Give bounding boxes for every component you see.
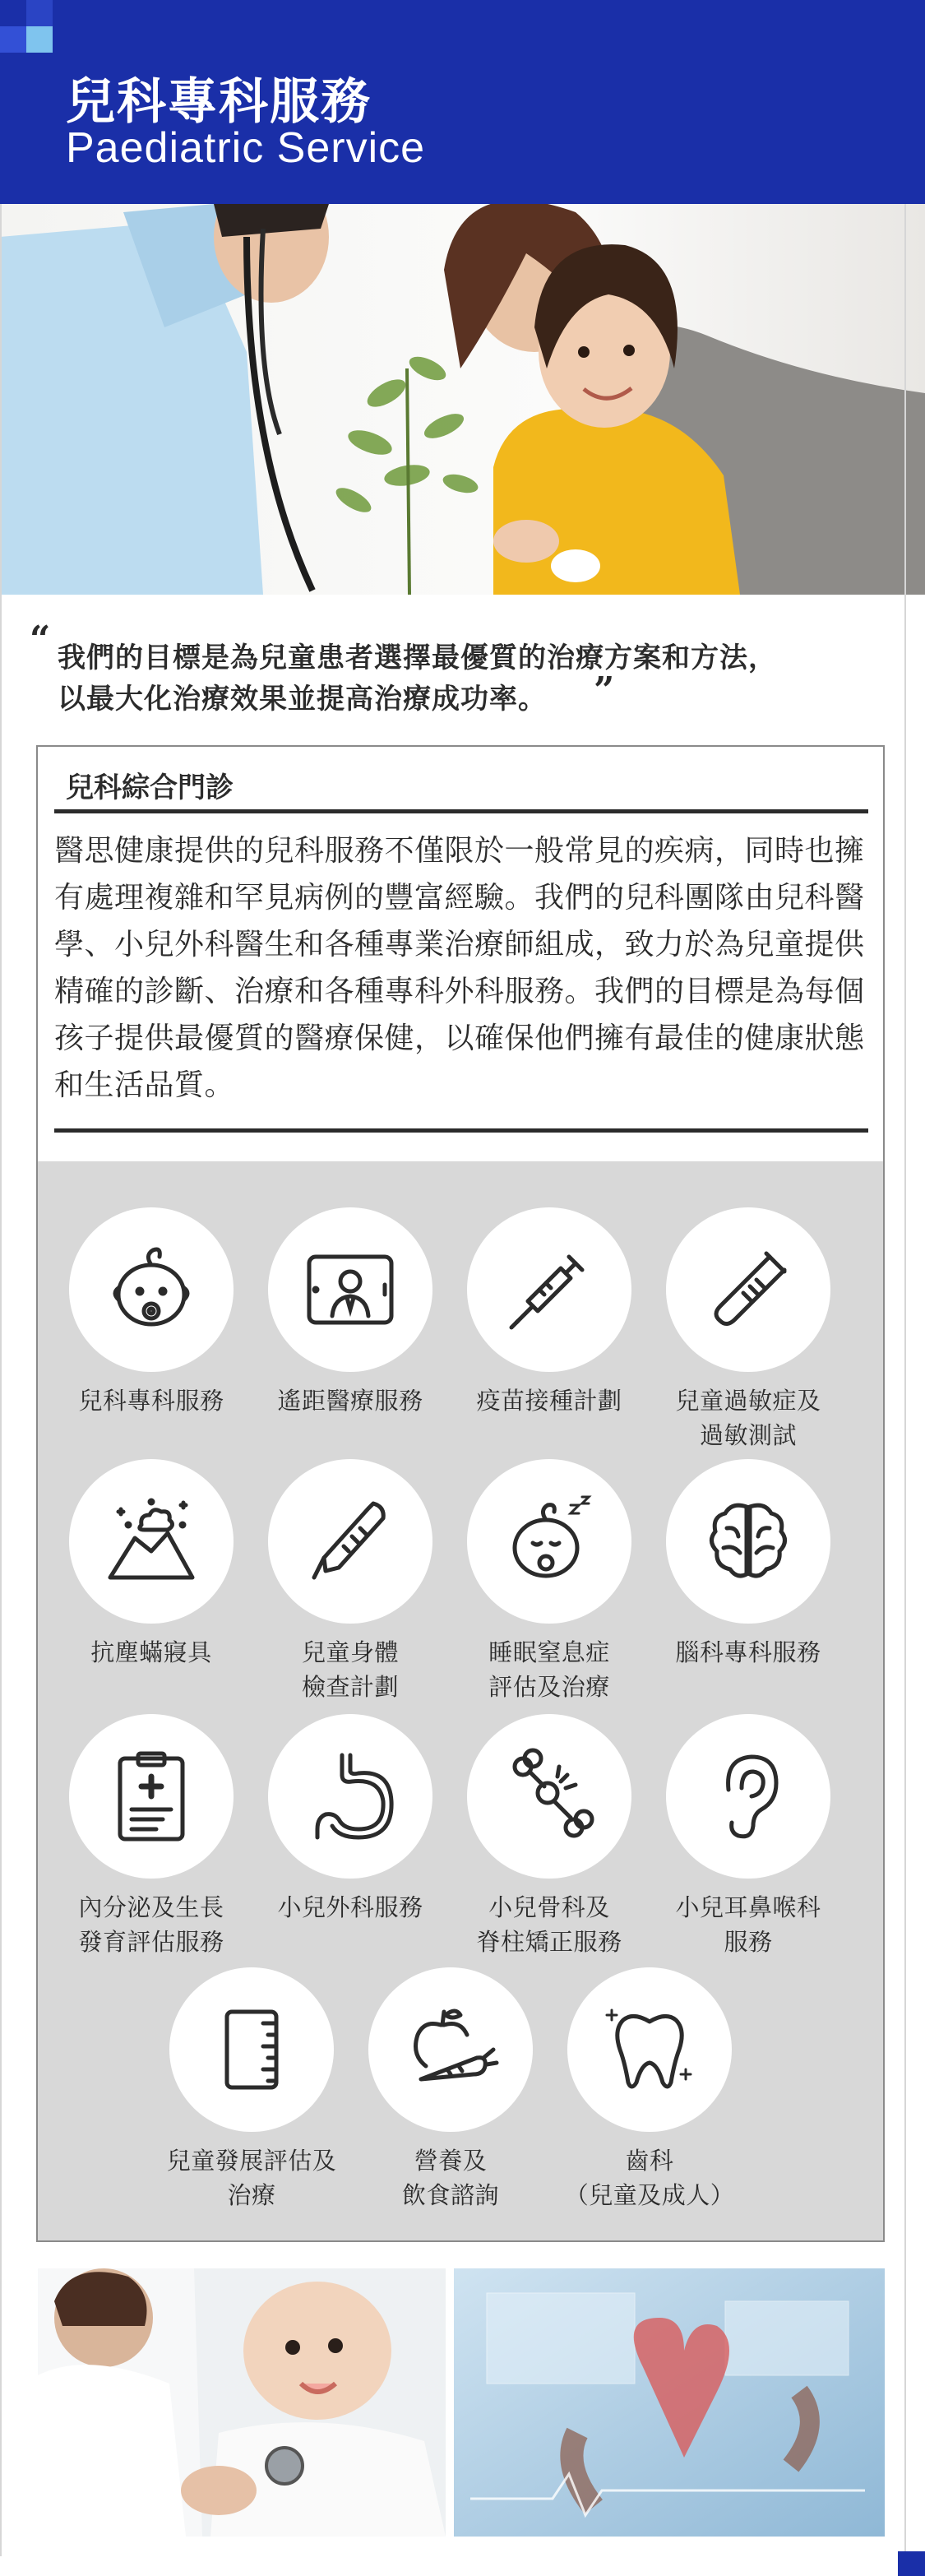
apple-carrot-icon [401, 2000, 500, 2099]
service-icon-circle [666, 1714, 830, 1879]
service-icon-circle [567, 1967, 732, 2132]
service-label: 抗塵蟎寢具 [90, 1638, 212, 1666]
service-icon-circle [169, 1967, 334, 2132]
clipboard-icon [102, 1747, 201, 1846]
doctor-baby-photo [38, 2268, 446, 2537]
header-decor-square [26, 26, 53, 53]
service-item[interactable] [459, 1714, 640, 1959]
page-title: 兒科專科服務 [66, 73, 372, 131]
hero-photo [0, 204, 925, 595]
service-item[interactable] [61, 1207, 242, 1418]
service-item[interactable] [61, 1459, 242, 1670]
tooth-icon [600, 2000, 699, 2099]
ruler-icon [202, 2000, 301, 2099]
header-decor-square [0, 26, 26, 53]
brain-icon [699, 1492, 798, 1591]
service-item[interactable] [658, 1714, 839, 1959]
page-header [0, 0, 925, 204]
service-label: 內分泌及生長 發育評估服務 [78, 1893, 224, 1956]
service-item[interactable] [459, 1207, 640, 1418]
page-frame-left [0, 204, 2, 2556]
service-label: 齒科 （兒童及成人） [564, 2147, 735, 2209]
service-icon-circle [268, 1207, 432, 1372]
thermometer-icon [301, 1492, 400, 1591]
baby-icon [102, 1240, 201, 1339]
service-icon-circle [666, 1459, 830, 1624]
header-decor-square [0, 0, 26, 26]
service-item[interactable] [260, 1459, 441, 1704]
divider [54, 809, 868, 813]
service-icon-circle [69, 1714, 234, 1879]
info-paragraph: 醫思健康提供的兒科服務不僅限於一般常見的疾病，同時也擁有處理複雜和罕見病例的豐富經驗。我們的兒科團隊由兒科醫學、小兒外科醫生和各種專業治療師組成，致力於為兒童提供精確的診斷、治療和各種專科外科服務。我們的目標是為每個孩子提供最優質的醫療保健，以確保他們擁有最佳的健康狀態和生活品質。 [54, 834, 865, 1102]
service-icon-circle [467, 1459, 631, 1624]
service-item[interactable] [658, 1207, 839, 1452]
syringe-icon [500, 1240, 599, 1339]
service-icon-circle [467, 1714, 631, 1879]
service-icon-circle [368, 1967, 533, 2132]
service-label: 疫苗接種計劃 [476, 1387, 622, 1415]
quote-line-1: 我們的目標是為兒童患者選擇最優質的治療方案和方法， [58, 642, 777, 674]
page-subtitle: Paediatric Service [66, 124, 426, 172]
service-item[interactable] [260, 1714, 441, 1925]
service-item[interactable] [459, 1459, 640, 1704]
heart-hologram-photo [454, 2268, 885, 2537]
test-tube-icon [699, 1240, 798, 1339]
sleeping-baby-icon [500, 1492, 599, 1591]
service-label: 兒科專科服務 [78, 1387, 224, 1415]
quote-open-mark: “ [30, 619, 51, 660]
stomach-icon [301, 1747, 400, 1846]
service-label: 小兒耳鼻喉科 服務 [675, 1893, 821, 1956]
service-item[interactable] [260, 1207, 441, 1418]
quote-close-mark: ” [594, 669, 615, 711]
service-item[interactable] [61, 1714, 242, 1959]
dust-mite-icon [102, 1492, 201, 1591]
footer-decor-square [898, 2551, 925, 2576]
header-decor-square [26, 0, 53, 26]
service-icon-circle [69, 1459, 234, 1624]
service-item[interactable] [559, 1967, 740, 2212]
telemedicine-icon [301, 1240, 400, 1339]
service-label: 兒童發展評估及 治療 [166, 2147, 337, 2209]
service-label: 兒童身體 檢查計劃 [301, 1638, 399, 1701]
service-item[interactable] [161, 1967, 342, 2212]
service-icon-circle [69, 1207, 234, 1372]
service-label: 小兒外科服務 [277, 1893, 423, 1921]
service-label: 兒童過敏症及 過敏測試 [675, 1387, 821, 1449]
service-icon-circle [268, 1714, 432, 1879]
services-panel [38, 1161, 883, 2240]
service-label: 腦科專科服務 [675, 1638, 821, 1666]
bone-joint-icon [500, 1747, 599, 1846]
quote-line-2: 以最大化治療效果並提高治療成功率。 [58, 683, 547, 716]
service-item[interactable] [360, 1967, 541, 2212]
service-label: 遙距醫療服務 [277, 1387, 423, 1415]
service-icon-circle [268, 1459, 432, 1624]
service-label: 小兒骨科及 脊柱矯正服務 [476, 1893, 622, 1956]
service-icon-circle [467, 1207, 631, 1372]
service-icon-circle [666, 1207, 830, 1372]
page-frame-right [904, 204, 906, 2556]
service-label: 營養及 飲食諮詢 [401, 2147, 499, 2209]
ear-icon [699, 1747, 798, 1846]
divider [54, 1128, 868, 1133]
service-item[interactable] [658, 1459, 839, 1670]
section-heading: 兒科綜合門診 [66, 771, 234, 804]
service-label: 睡眠窒息症 評估及治療 [488, 1638, 610, 1701]
